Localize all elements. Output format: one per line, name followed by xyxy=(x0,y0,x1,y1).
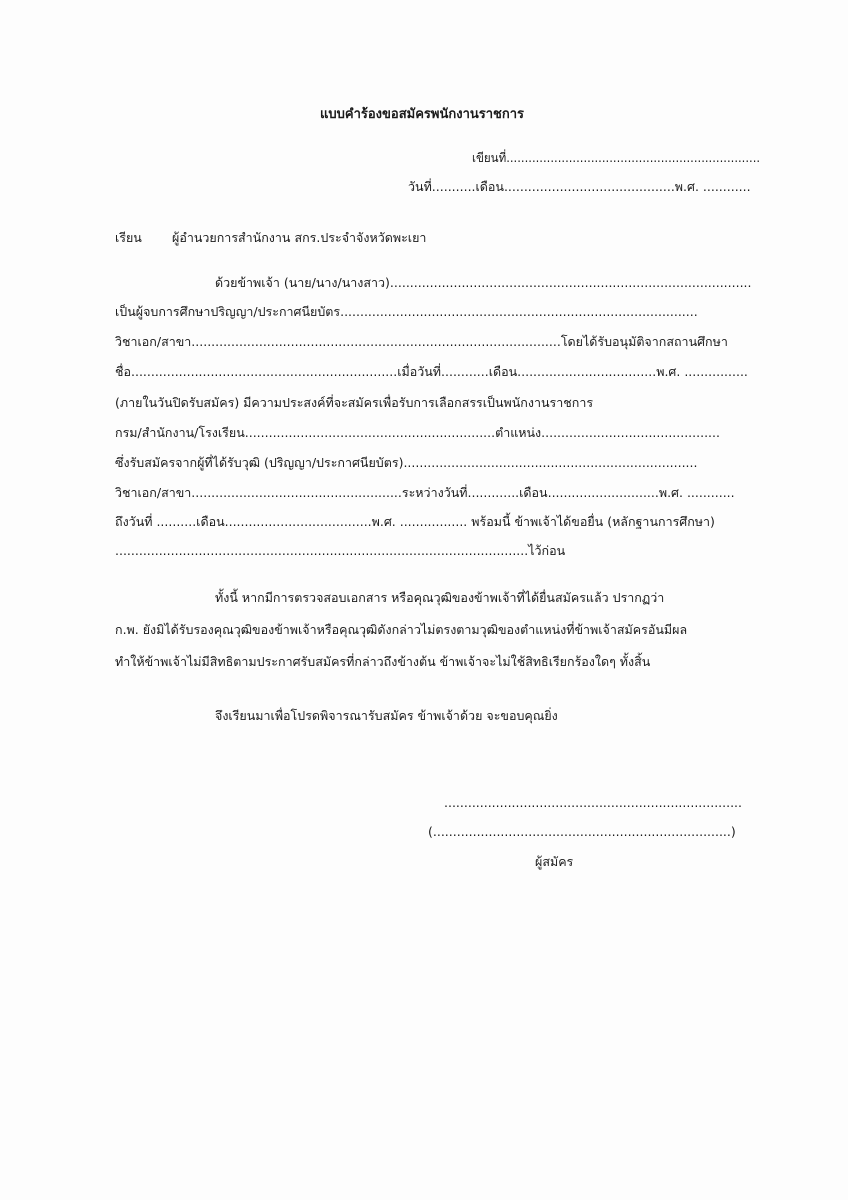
body-line-1: ด้วยข้าพเจ้า (นาย/นาง/นางสาว)........................................................................................... xyxy=(215,275,752,290)
date-line: วันที่...........เดือน...........................................พ.ศ. ............ xyxy=(408,179,751,194)
declaration-line-1: ทั้งนี้ หากมีการตรวจสอบเอกสาร หรือคุณวุฒิของข้าพเจ้าที่ได้ยื่นสมัครแล้ว ปรากฏว่า xyxy=(215,590,665,605)
form-title: แบบคำร้องขอสมัครพนักงานราชการ xyxy=(320,107,525,122)
salutation-label: เรียน xyxy=(115,230,142,245)
body-line-4: ชื่อ...................................................................เมื่อวันที่............เดือน...................................พ.ศ. ................ xyxy=(115,364,748,379)
signature-name-parentheses: (...........................................................................) xyxy=(428,824,736,839)
body-line-5: (ภายในวันปิดรับสมัคร) มีความประสงค์ที่จะสมัครเพื่อรับการเลือกสรรเป็นพนักงานราชการ xyxy=(115,395,594,410)
declaration-line-3: ทำให้ข้าพเจ้าไม่มีสิทธิตามประกาศรับสมัครที่กล่าวถึงข้างต้น ข้าพเจ้าจะไม่ใช้สิทธิเรียกร้องใดๆ ทั้งสิ้น xyxy=(115,654,651,669)
body-line-2: เป็นผู้จบการศึกษาปริญญา/ประกาศนียบัตร.......................................................................................... xyxy=(115,304,698,319)
body-line-9: ถึงวันที่ ..........เดือน.....................................พ.ศ. ................. พร้อมนี้ ข้าพเจ้าได้ขอยื่น (หลักฐานการศึกษา) xyxy=(115,514,715,529)
body-line-8: วิชาเอก/สาขา.....................................................ระหว่างวันที่.............เดือน............................พ.ศ. ............ xyxy=(115,485,735,500)
salutation-recipient: ผู้อำนวยการสำนักงาน สกร.ประจำจังหวัดพะเยา xyxy=(172,230,427,245)
signature-dotted-line: ........................................................................... xyxy=(444,795,743,810)
body-line-7: ซึ่งรับสมัครจากผู้ที่ได้รับวุฒิ (ปริญญา/ประกาศนียบัตร).......................................................................... xyxy=(115,455,698,470)
declaration-line-2: ก.พ. ยังมิได้รับรองคุณวุฒิของข้าพเจ้าหรือคุณวุฒิดังกล่าวไม่ตรงตามวุฒิของตำแหน่งที่ข้าพเจ้าสมัครอันมีผล xyxy=(115,622,688,637)
closing-line: จึงเรียนมาเพื่อโปรดพิจารณารับสมัคร ข้าพเจ้าด้วย จะขอบคุณยิ่ง xyxy=(215,708,558,723)
signer-label: ผู้สมัคร xyxy=(535,854,574,869)
body-line-3: วิชาเอก/สาขา.............................................................................................โดยได้รับอนุมัติจากสถานศึกษา xyxy=(115,334,728,349)
body-line-6: กรม/สำนักงาน/โรงเรียน...............................................................ตำแหน่ง............................................. xyxy=(115,425,720,440)
written-at-line: เขียนที่..................................................................... xyxy=(472,150,761,165)
body-line-10: ........................................................................................................ไว้ก่อน xyxy=(115,543,566,558)
